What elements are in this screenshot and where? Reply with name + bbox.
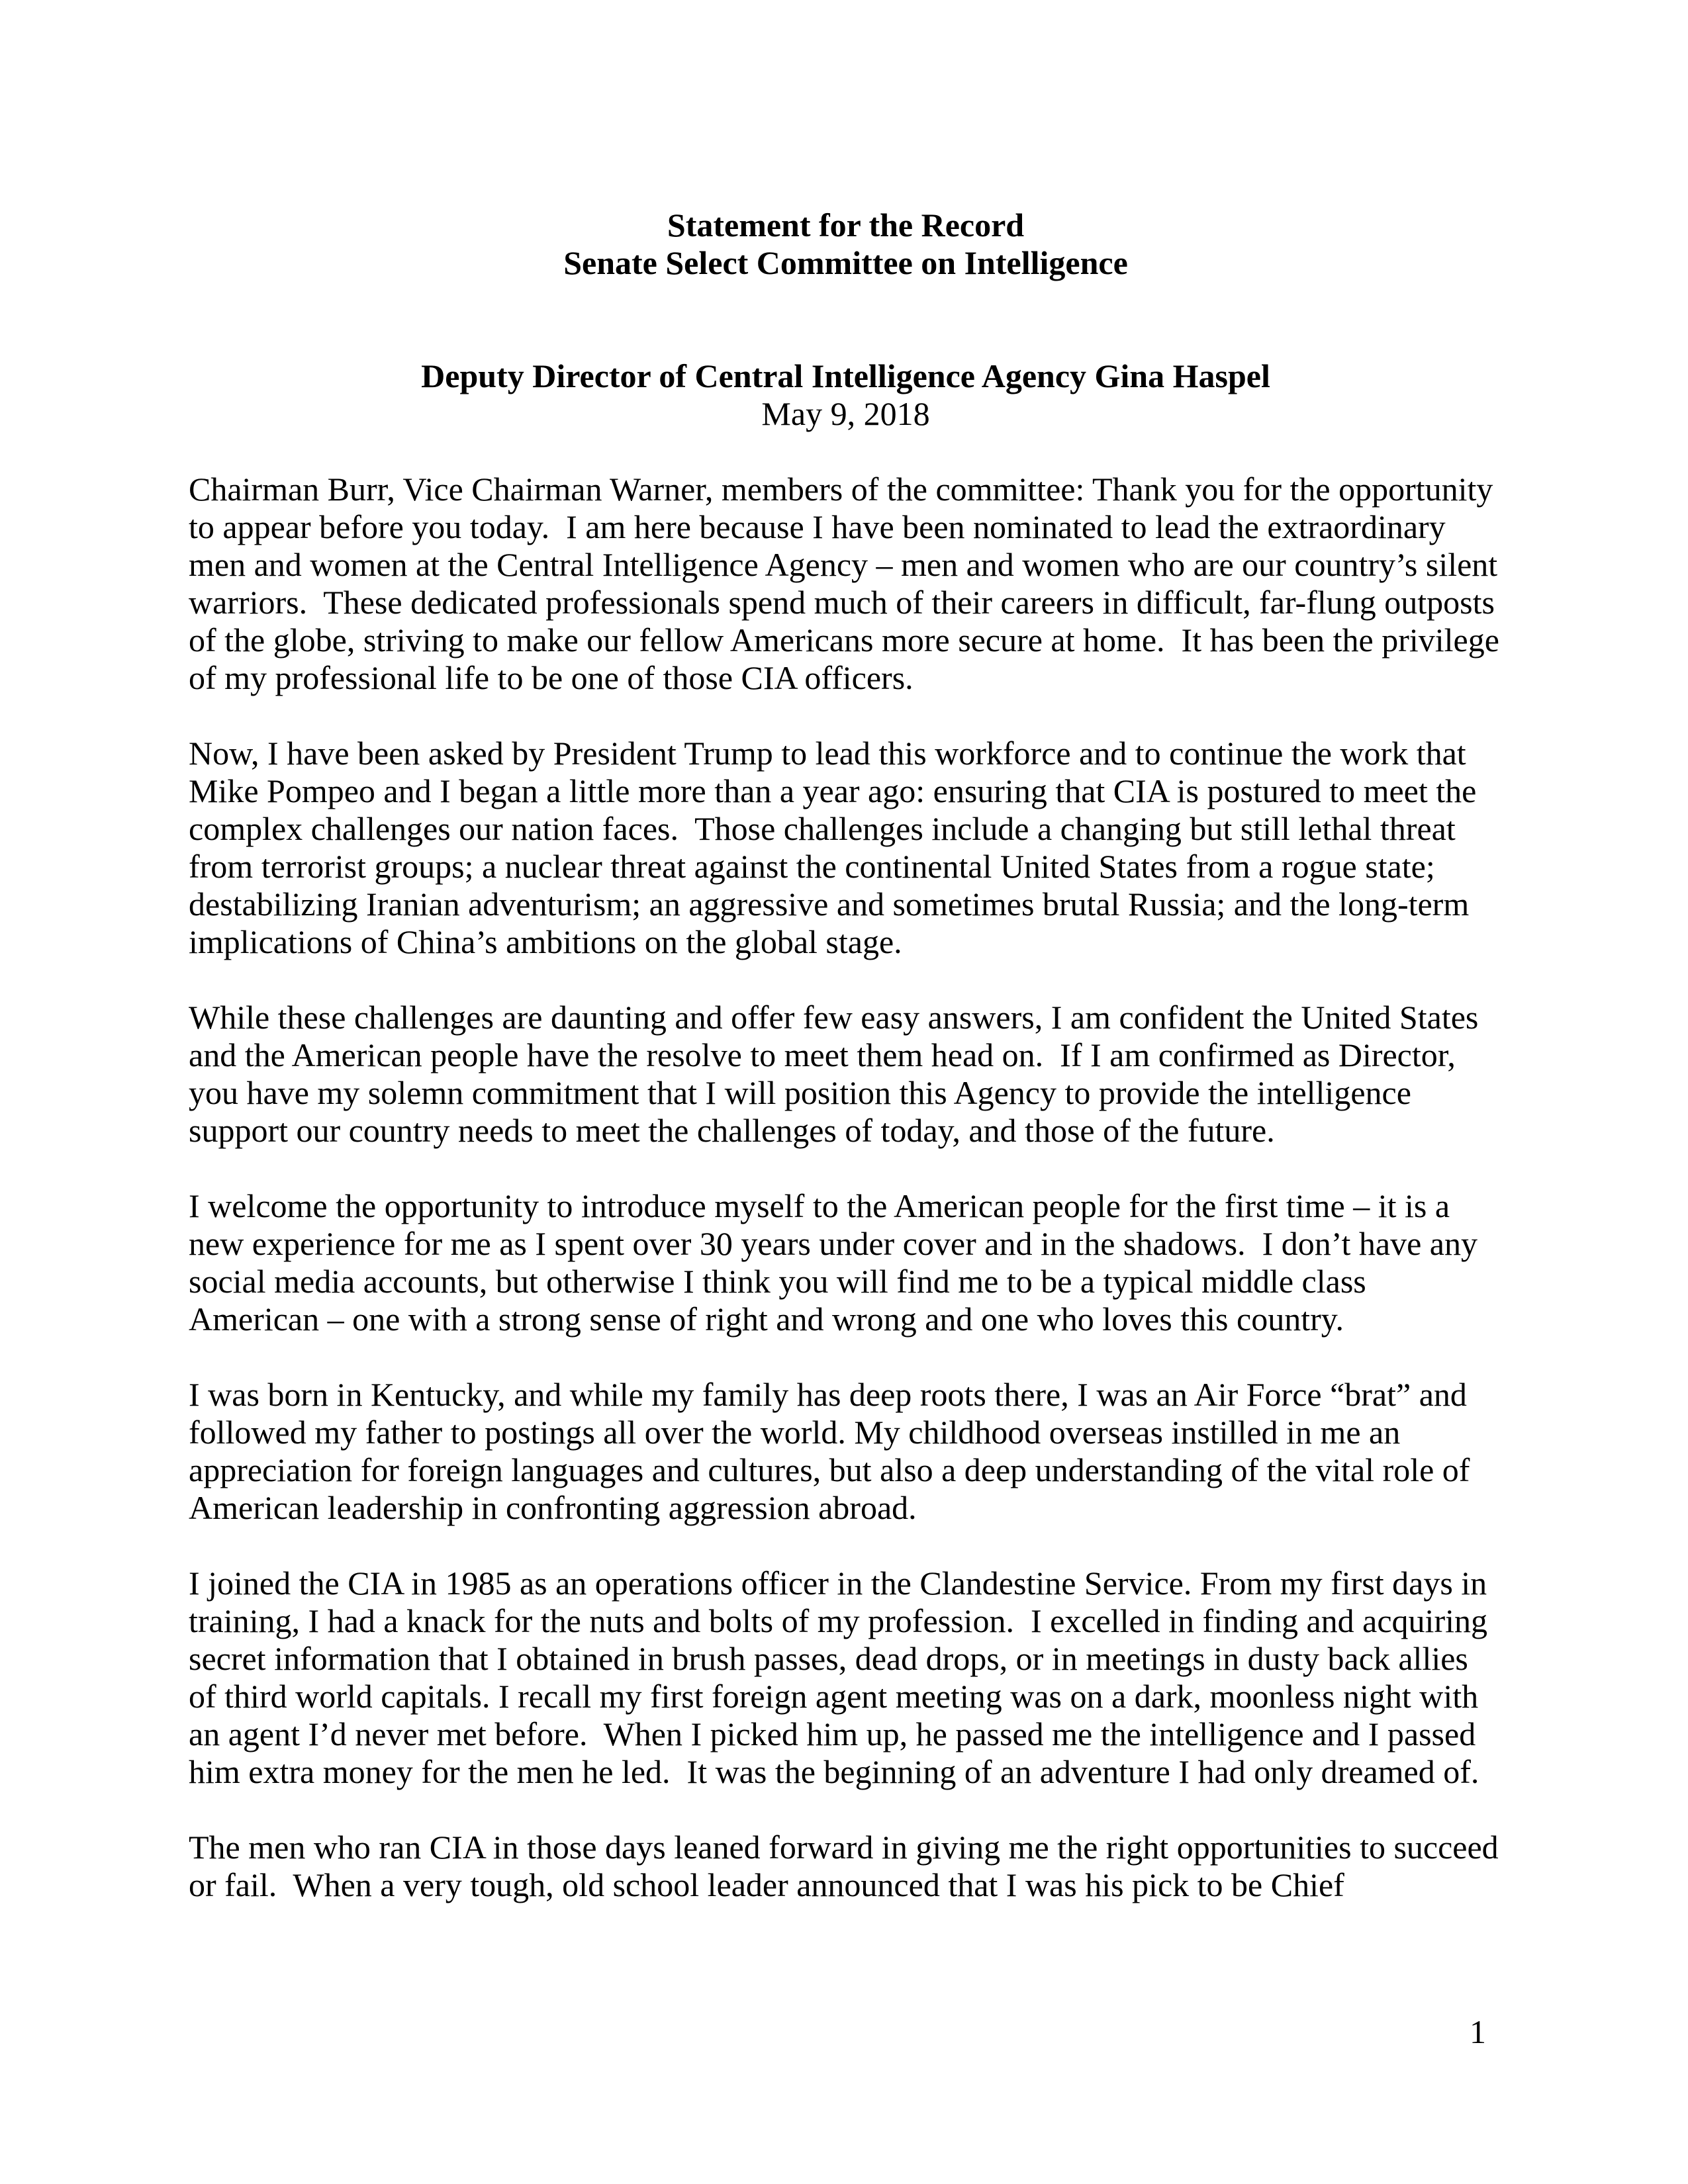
document-subtitle: Deputy Director of Central Intelligence Agency Gina Haspel bbox=[421, 357, 1270, 394]
paragraph-5: I was born in Kentucky, and while my family has deep roots there, I was an Air Force “brat” and followed my father to postings all over the world. My childhood overseas instilled in me an appreciation for foreign languages and cultures, but also a deep understanding of the vital role of American leadership in confronting aggression abroad. bbox=[189, 1376, 1477, 1526]
document-body bbox=[189, 471, 1508, 1904]
paragraph-7: The men who ran CIA in those days leaned forward in giving me the right opportunities to succeed or fail. When a very tough, old school leader announced that I was his pick to be Chief bbox=[189, 1829, 1507, 1903]
paragraph-4: I welcome the opportunity to introduce myself to the American people for the first time – it is a new experience for me as I spent over 30 years under cover and in the shadows. I don’t have any social media accounts, but otherwise I think you will find me to be a typical middle class American – one with a strong sense of right and wrong and one who loves this country. bbox=[189, 1187, 1486, 1338]
document-date: May 9, 2018 bbox=[761, 395, 930, 432]
paragraph-6: I joined the CIA in 1985 as an operations officer in the Clandestine Service. From my first days in training, I had a knack for the nuts and bolts of my profession. I excelled in finding and acquiring secret information that I obtained in brush passes, dead drops, or in meetings in dusty back allies of third world capitals. I recall my first foreign agent meeting was on a dark, moonless night with an agent I’d never met before. When I picked him up, he passed me the intelligence and I passed him extra money for the men he led. It was the beginning of an adventure I had only dreamed of. bbox=[189, 1565, 1496, 1790]
document-subheader bbox=[189, 357, 1503, 433]
header-title-line2: Senate Select Committee on Intelligence bbox=[563, 244, 1128, 281]
document-content bbox=[189, 206, 1508, 1942]
paragraph-3: While these challenges are daunting and offer few easy answers, I am confident the United States and the American people have the resolve to meet them head on. If I am confirmed as Director, you have my solemn commitment that I will position this Agency to provide the intelligence support our country needs to meet the challenges of today, and those of the future. bbox=[189, 999, 1487, 1149]
header-title-line1: Statement for the Record bbox=[667, 206, 1025, 244]
page-number: 1 bbox=[1470, 2013, 1486, 2050]
document-header bbox=[189, 206, 1503, 282]
paragraph-2: Now, I have been asked by President Trump to lead this workforce and to continue the work that Mike Pompeo and I began a little more than a year ago: ensuring that CIA is postured to meet the complex challenges our nation faces. Those challenges include a changing but still lethal threat from terrorist groups; a nuclear threat against the continental United States from a rogue state; destabilizing Iranian adventurism; an aggressive and sometimes brutal Russia; and the long-term implications of China’s ambitions on the global stage. bbox=[189, 735, 1485, 960]
paragraph-1: Chairman Burr, Vice Chairman Warner, members of the committee: Thank you for the opportunity to appear before you today. I am here because I have been nominated to lead the extraordinary men and women at the Central Intelligence Agency – men and women who are our country’s silent warriors. These dedicated professionals spend much of their careers in difficult, far-flung outposts of the globe, striving to make our fellow Americans more secure at home. It has been the privilege of my professional life to be one of those CIA officers. bbox=[189, 471, 1508, 696]
